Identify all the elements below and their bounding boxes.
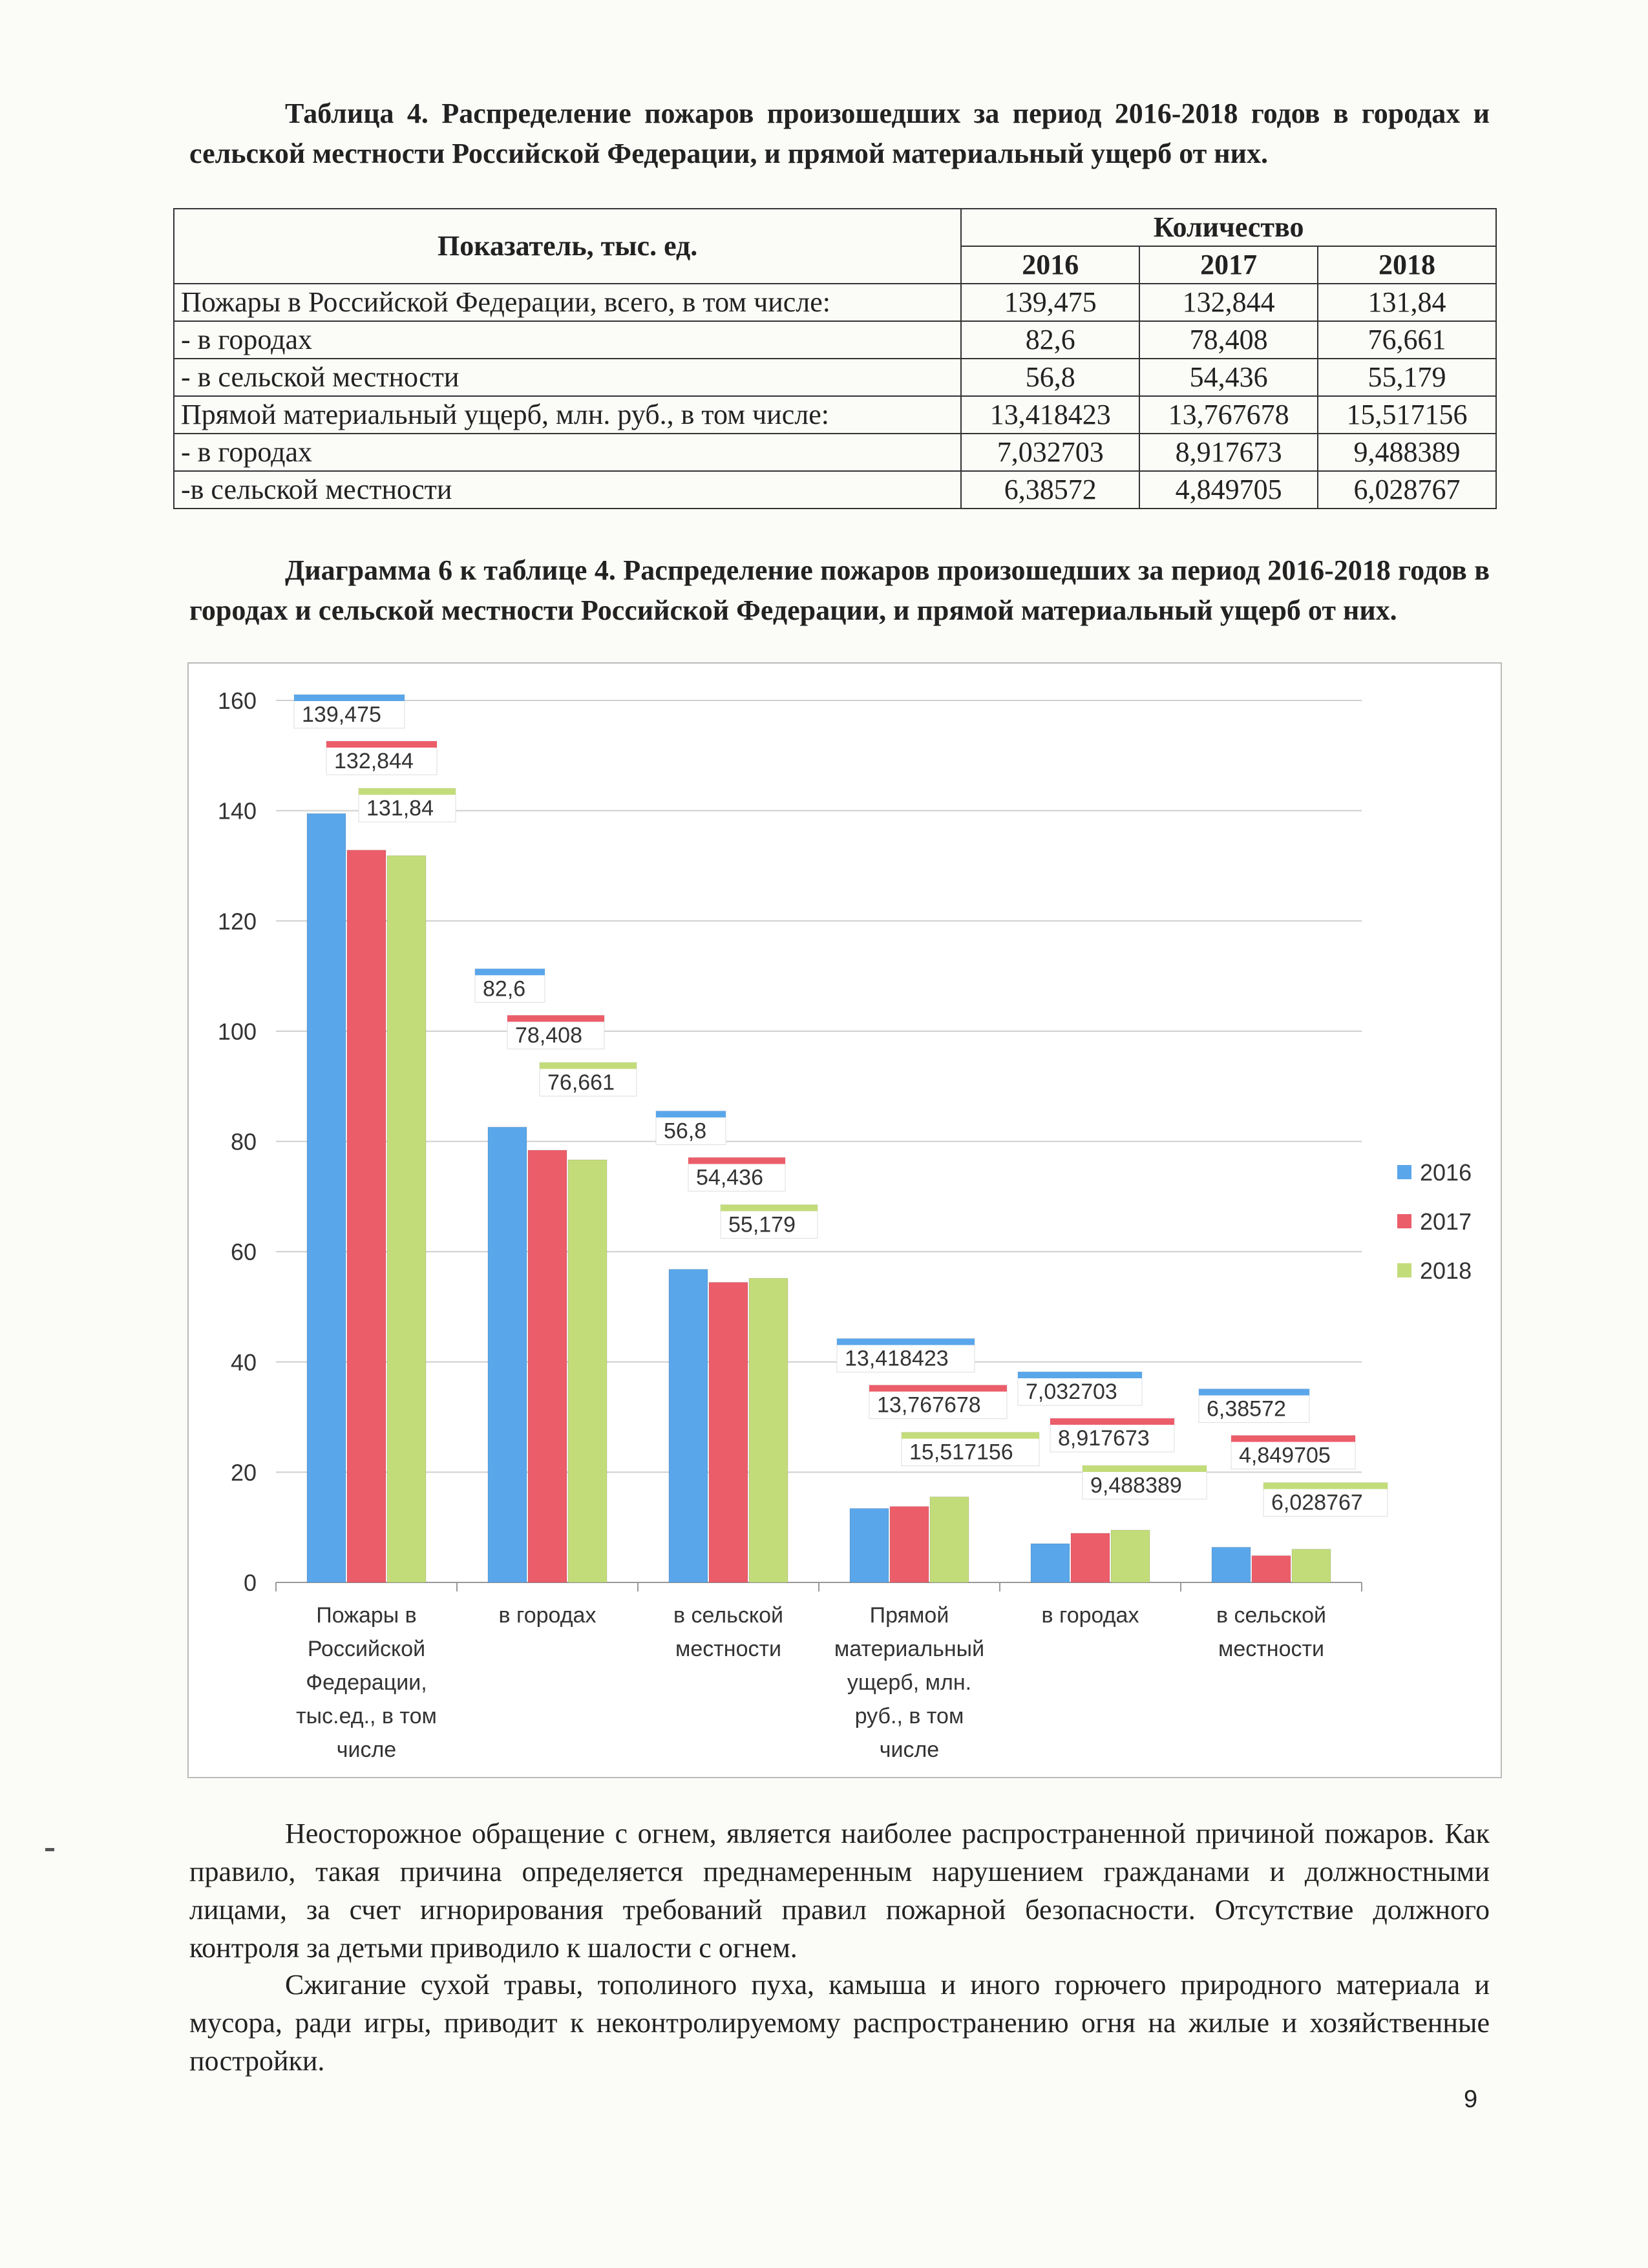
header-indicator: Показатель, тыс. ед. <box>174 209 961 284</box>
y-tick-label: 60 <box>230 1239 257 1266</box>
cell-value: 54,436 <box>1139 359 1318 396</box>
data-label-accent <box>1199 1389 1309 1396</box>
x-category-label: в сельской <box>673 1603 783 1628</box>
bar <box>1252 1556 1291 1582</box>
x-category-label: в городах <box>1041 1603 1139 1628</box>
bar <box>669 1269 708 1582</box>
bar-chart <box>187 662 1502 1778</box>
x-category-label: ущерб, млн. <box>847 1670 972 1695</box>
data-label-accent <box>902 1433 1039 1439</box>
data-label: 82,6 <box>483 976 526 1002</box>
cell-value: 76,661 <box>1318 321 1496 359</box>
data-label: 15,517156 <box>909 1440 1013 1465</box>
bar <box>528 1150 567 1582</box>
header-year: 2018 <box>1318 246 1496 284</box>
bar <box>387 856 426 1582</box>
y-tick-label: 40 <box>230 1349 257 1376</box>
legend-label: 2018 <box>1420 1257 1472 1284</box>
cell-value: 132,844 <box>1139 284 1318 321</box>
x-category-label: в городах <box>498 1603 597 1628</box>
x-category-label: в сельской <box>1216 1603 1326 1628</box>
data-label: 56,8 <box>664 1118 707 1144</box>
bar <box>1071 1533 1110 1582</box>
data-label-accent <box>721 1204 818 1211</box>
chart-title: Диаграмма 6 к таблице 4. Распределение пожаров произошедших за период 2016-2018 годов в городах и сельской местности Российской Федерации, и прямой материальный ущерб от них. <box>189 554 1490 626</box>
data-label-accent <box>540 1062 637 1069</box>
data-label: 131,84 <box>366 796 434 821</box>
y-tick-label: 140 <box>217 797 257 824</box>
row-label: - в городах <box>174 434 961 471</box>
cell-value: 7,032703 <box>961 434 1139 471</box>
cell-value: 8,917673 <box>1139 434 1318 471</box>
bar <box>1292 1549 1331 1582</box>
x-category-label: Пожары в <box>316 1603 417 1628</box>
cell-value: 6,028767 <box>1318 471 1496 509</box>
chart-canvas <box>189 664 1501 1777</box>
table-row <box>174 284 1496 321</box>
cell-value: 56,8 <box>961 359 1139 396</box>
y-tick-label: 160 <box>217 688 257 714</box>
data-label: 9,488389 <box>1090 1473 1182 1498</box>
legend-label: 2017 <box>1420 1208 1472 1235</box>
x-category-label: материальный <box>834 1637 985 1661</box>
data-label: 6,38572 <box>1207 1396 1286 1422</box>
data-label-accent <box>1083 1465 1207 1472</box>
bar <box>930 1497 969 1582</box>
x-category-label: Федерации, <box>306 1670 427 1695</box>
body-paragraph: Сжигание сухой травы, тополиного пуха, камыша и иного горючего природного материала и мусора, ради игры, приводит к неконтролируемому распространению огня на жилые и хозяйственные постройки. <box>189 1969 1490 2077</box>
row-label: - в сельской местности <box>174 359 961 396</box>
x-category-label: числе <box>336 1738 397 1762</box>
data-label-accent <box>507 1015 604 1022</box>
y-tick-label: 120 <box>217 908 257 935</box>
table-row <box>174 434 1496 471</box>
row-label: Прямой материальный ущерб, млн. руб., в том числе: <box>174 396 961 434</box>
table-header-row <box>174 209 1496 246</box>
page-number: 9 <box>1464 2086 1478 2113</box>
data-label-accent <box>1018 1372 1142 1378</box>
cell-value: 55,179 <box>1318 359 1496 396</box>
data-label-accent <box>1231 1436 1355 1442</box>
y-tick-label: 80 <box>230 1128 257 1155</box>
cell-value: 4,849705 <box>1139 471 1318 509</box>
scan-mark <box>45 1848 54 1851</box>
legend-swatch <box>1397 1263 1411 1277</box>
bar <box>1031 1544 1070 1582</box>
table-row <box>174 396 1496 434</box>
x-category-label: Российской <box>307 1637 426 1661</box>
data-label: 76,661 <box>547 1070 615 1095</box>
cell-value: 6,38572 <box>961 471 1139 509</box>
table-row <box>174 321 1496 359</box>
data-label-accent <box>326 741 437 748</box>
data-label-accent <box>869 1385 1007 1392</box>
fires-table <box>173 208 1497 509</box>
legend-swatch <box>1397 1214 1411 1228</box>
bar <box>568 1160 607 1582</box>
data-label: 55,179 <box>728 1212 796 1237</box>
header-year: 2017 <box>1139 246 1318 284</box>
bar <box>749 1278 788 1582</box>
row-label: - в городах <box>174 321 961 359</box>
bar <box>1111 1530 1150 1582</box>
body-paragraph: Неосторожное обращение с огнем, является наиболее распространенной причиной пожаров. Как правило, такая причина определяется преднамеренным нарушением гражданами и должностными лицами, за счет игнорирования требований правил пожарной безопасности. Отсутствие должного контроля за детьми приводило к шалости с огнем. <box>189 1818 1490 1964</box>
x-category-label: числе <box>879 1738 940 1762</box>
cell-value: 139,475 <box>961 284 1139 321</box>
data-label: 7,032703 <box>1026 1380 1117 1405</box>
data-label-accent <box>359 788 456 795</box>
bar <box>1212 1548 1251 1582</box>
cell-value: 82,6 <box>961 321 1139 359</box>
y-tick-label: 0 <box>243 1570 257 1596</box>
cell-value: 9,488389 <box>1318 434 1496 471</box>
x-category-label: местности <box>1218 1637 1325 1661</box>
cell-value: 13,418423 <box>961 396 1139 434</box>
x-category-label: тыс.ед., в том <box>296 1704 437 1728</box>
data-label: 13,767678 <box>877 1392 981 1418</box>
cell-value: 15,517156 <box>1318 396 1496 434</box>
data-label-accent <box>475 969 545 975</box>
cell-value: 13,767678 <box>1139 396 1318 434</box>
data-label-accent <box>688 1157 785 1164</box>
data-label-accent <box>1263 1483 1388 1489</box>
bar <box>307 814 346 1582</box>
row-label: Пожары в Российской Федерации, всего, в том числе: <box>174 284 961 321</box>
header-quantity: Количество <box>961 209 1496 246</box>
data-label: 4,849705 <box>1239 1443 1331 1468</box>
header-year: 2016 <box>961 246 1139 284</box>
table-title: Таблица 4. Распределение пожаров произошедших за период 2016-2018 годов в городах и сельской местности Российской Федерации, и прямой материальный ущерб от них. <box>189 98 1490 169</box>
table-row <box>174 471 1496 509</box>
data-label: 8,917673 <box>1058 1426 1150 1451</box>
data-label: 13,418423 <box>845 1346 949 1371</box>
x-category-label: местности <box>675 1637 782 1661</box>
y-tick-label: 100 <box>217 1018 257 1045</box>
data-label: 139,475 <box>302 702 381 727</box>
data-label: 78,408 <box>515 1023 582 1048</box>
data-label-accent <box>294 695 405 701</box>
cell-value: 131,84 <box>1318 284 1496 321</box>
table-row <box>174 359 1496 396</box>
data-label-accent <box>837 1339 975 1345</box>
bar <box>850 1509 889 1582</box>
bar <box>488 1127 527 1582</box>
bar <box>709 1283 748 1582</box>
data-label-accent <box>656 1111 726 1117</box>
row-label: -в сельской местности <box>174 471 961 509</box>
x-category-label: руб., в том <box>854 1704 964 1728</box>
data-label: 6,028767 <box>1271 1490 1363 1515</box>
bar <box>347 850 386 1582</box>
x-category-label: Прямой <box>869 1603 949 1628</box>
bar <box>890 1507 929 1582</box>
legend-label: 2016 <box>1420 1159 1472 1186</box>
y-tick-label: 20 <box>230 1459 257 1486</box>
data-label-accent <box>1050 1418 1174 1425</box>
legend-swatch <box>1397 1165 1411 1179</box>
data-label: 132,844 <box>334 749 414 773</box>
cell-value: 78,408 <box>1139 321 1318 359</box>
data-label: 54,436 <box>696 1165 763 1190</box>
